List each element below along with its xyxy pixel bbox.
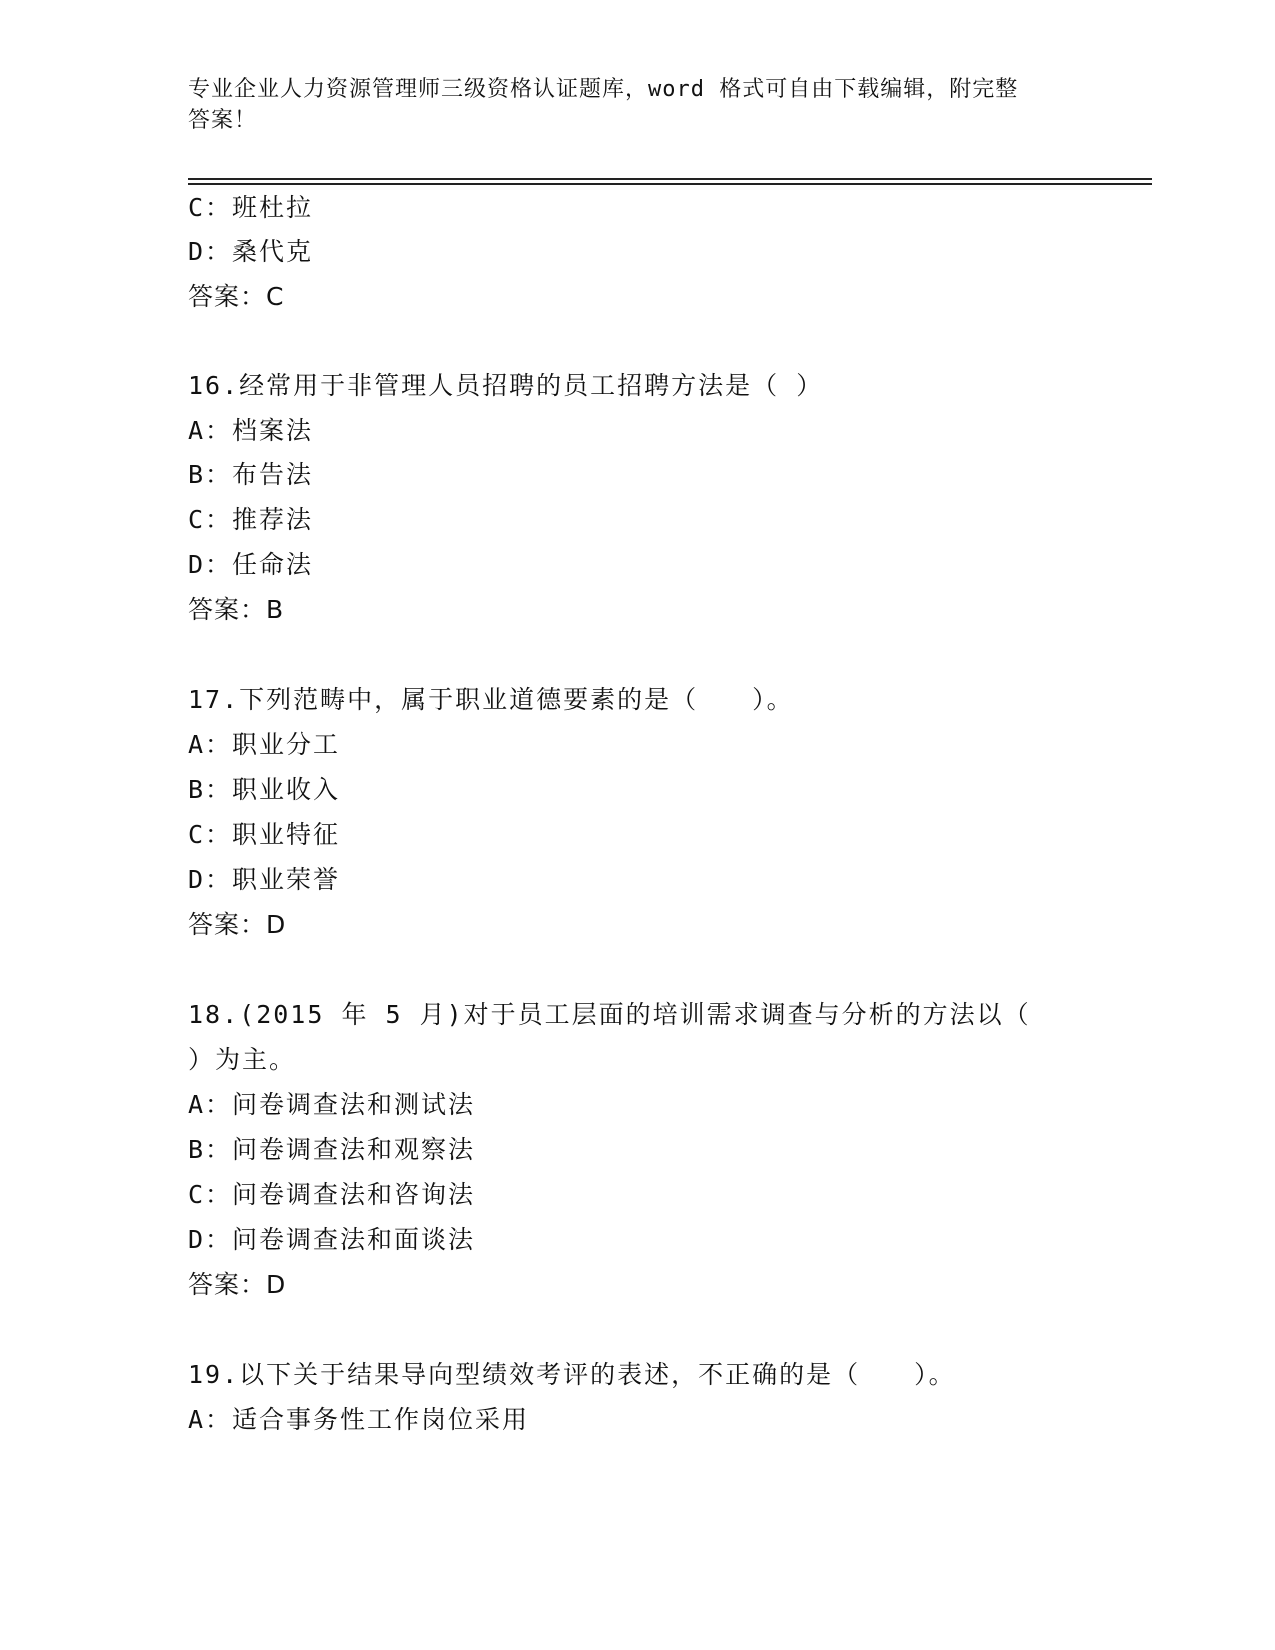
q15-option-d: D：桑代克 — [188, 237, 314, 266]
document-header — [188, 74, 1078, 136]
q17-option-d: D：职业荣誉 — [188, 865, 341, 894]
q15-answer: 答案：C — [188, 282, 285, 311]
q18-question-line-1: 18.(2015 年 5 月)对于员工层面的培训需求调查与分析的方法以（ — [188, 1000, 1031, 1029]
q18-option-a: A：问卷调查法和测试法 — [188, 1090, 476, 1119]
q19-option-a: A：适合事务性工作岗位采用 — [188, 1405, 530, 1434]
q18-option-b: B：问卷调查法和观察法 — [188, 1135, 476, 1164]
q16-option-c: C：推荐法 — [188, 505, 314, 534]
header-rule-bottom — [188, 183, 1152, 185]
q16-option-d: D：任命法 — [188, 550, 314, 579]
header-rule-top — [188, 178, 1152, 180]
q17-option-b: B：职业收入 — [188, 775, 341, 804]
q18-question-line-2: ）为主。 — [188, 1045, 297, 1074]
q16-option-a: A：档案法 — [188, 416, 314, 445]
q17-option-c: C：职业特征 — [188, 820, 341, 849]
q19-question: 19.以下关于结果导向型绩效考评的表述，不正确的是（ ）。 — [188, 1360, 956, 1389]
q16-answer: 答案：B — [188, 595, 285, 624]
q17-option-a: A：职业分工 — [188, 730, 341, 759]
q15-option-c: C：班杜拉 — [188, 193, 314, 222]
q18-option-c: C：问卷调查法和咨询法 — [188, 1180, 476, 1209]
q16-option-b: B：布告法 — [188, 460, 314, 489]
q17-question: 17.下列范畴中，属于职业道德要素的是（ ）。 — [188, 685, 794, 714]
q17-answer: 答案：D — [188, 910, 287, 939]
q18-option-d: D：问卷调查法和面谈法 — [188, 1225, 476, 1254]
header-line-1: 专业企业人力资源管理师三级资格认证题库，word 格式可自由下载编辑，附完整 — [188, 77, 1019, 102]
q18-answer: 答案：D — [188, 1270, 287, 1299]
q16-question: 16.经常用于非管理人员招聘的员工招聘方法是（ ） — [188, 371, 824, 400]
header-line-2: 答案！ — [188, 108, 258, 133]
